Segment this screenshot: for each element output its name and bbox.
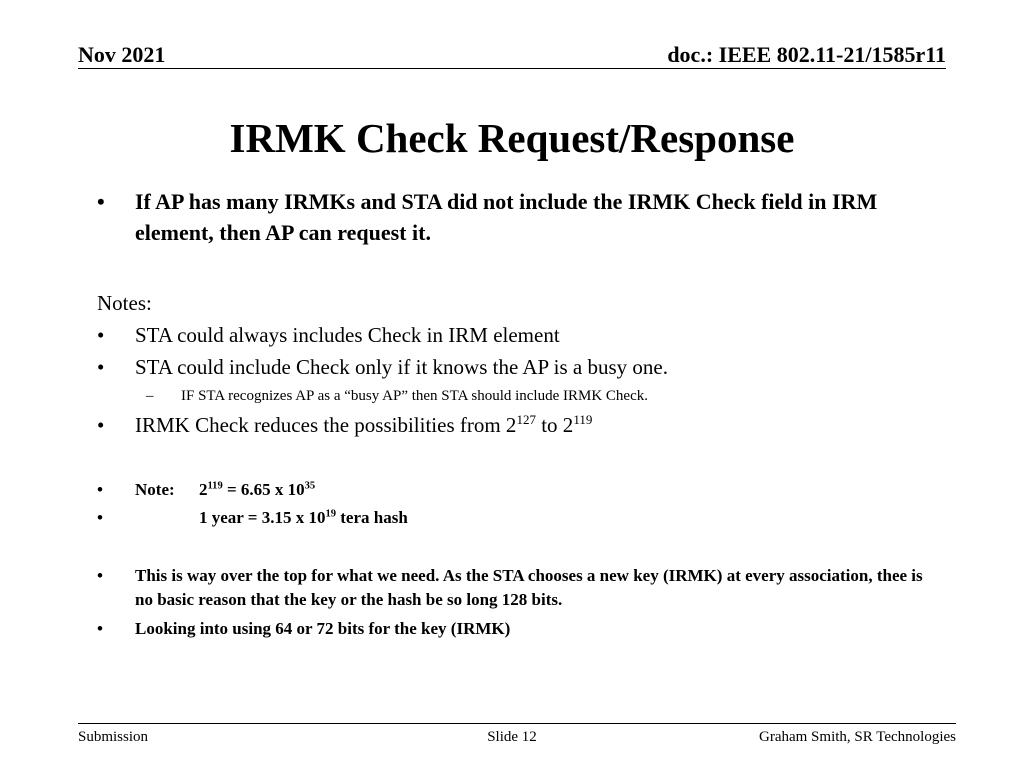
header-doc-id: doc.: IEEE 802.11-21/1585r11 [667, 42, 946, 67]
calc-power-line [199, 478, 315, 502]
bullet-marker: • [97, 619, 103, 638]
calc-mid: = 6.65 x 10 [222, 480, 305, 499]
note-always-check: STA could always includes Check in IRM element [135, 323, 560, 347]
reduce-exp-127: 127 [516, 412, 536, 427]
slide-title: IRMK Check Request/Response [229, 115, 795, 161]
over-the-top-text: This is way over the top for what we need. As the STA chooses a new key (IRMK) at every association, thee is no basic reason that the key or the hash be so long 128 bits. [135, 566, 923, 609]
reduce-line [135, 412, 592, 439]
sub-dash-marker: – [146, 388, 154, 404]
calc-year-text: 1 year = 3.15 x 10 [199, 508, 326, 527]
bullet-marker: • [97, 566, 103, 585]
calc-exp-119: 119 [207, 480, 223, 492]
note-busy-ap: STA could include Check only if it knows the AP is a busy one. [135, 355, 668, 379]
notes-label: Notes: [97, 291, 152, 315]
sub-note-busy-ap: IF STA recognizes AP as a “busy AP” then STA should include IRMK Check. [181, 388, 648, 404]
reduce-exp-119: 119 [573, 412, 593, 427]
footer-author: Graham Smith, SR Technologies [759, 729, 956, 745]
bullet-marker: • [97, 508, 103, 527]
intro-text: If AP has many IRMKs and STA did not include the IRMK Check field in IRM element, then AP can request it. [135, 189, 878, 245]
calc-year-tail: tera hash [336, 508, 408, 527]
bullet-marker: • [97, 323, 105, 347]
bullet-marker: • [97, 189, 105, 214]
bullet-marker: • [97, 355, 105, 379]
footer-rule [78, 723, 956, 724]
calc-exp-35: 35 [304, 480, 316, 492]
reduce-mid: to 2 [535, 413, 574, 437]
bullet-marker: • [97, 480, 103, 499]
header-date: Nov 2021 [78, 42, 166, 67]
bullet-marker: • [97, 413, 105, 437]
footer-submission: Submission [78, 729, 149, 745]
calc-note-label: Note: [135, 480, 175, 499]
calc-year-line [199, 506, 408, 530]
reduce-text: IRMK Check reduces the possibilities from 2 [135, 413, 517, 437]
footer-slide-number: Slide 12 [487, 729, 537, 745]
header-rule [78, 68, 946, 69]
looking-into-text: Looking into using 64 or 72 bits for the key (IRMK) [135, 619, 511, 638]
calc-exp-19: 19 [325, 508, 337, 520]
calc-base: 2 [199, 480, 208, 499]
